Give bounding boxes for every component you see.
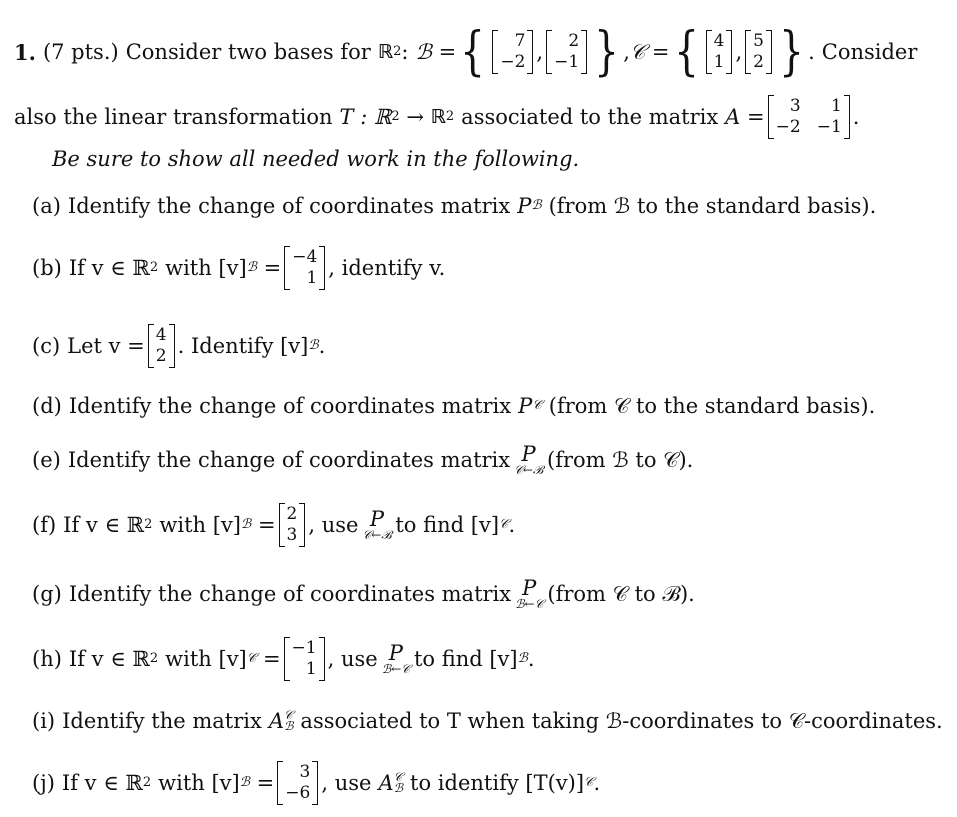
transformation-line: also the linear transformation T : ℝ 2 → ℝ 2 associated to the matrix A = 3 1 −2 −1 .: [14, 96, 860, 137]
part-b: (b) If v ∈ ℝ 2 with [v] ℬ = −4 1 , identify v.: [32, 247, 446, 288]
matrix-a-label: A: [725, 105, 741, 129]
right-brace-icon: }: [779, 22, 804, 82]
p-c-from-b: P 𝒞←ℬ: [514, 442, 543, 477]
part-b-vector: −4 1: [284, 246, 325, 290]
part-g: (g) Identify the change of coordinates matrix P ℬ←𝒞 (from 𝒞 to ℬ).: [32, 576, 695, 611]
instruction-text: Be sure to show all needed work in the following.: [52, 147, 580, 171]
problem-intro: Consider two bases for: [125, 40, 371, 64]
part-f: (f) If v ∈ ℝ 2 with [v] ℬ = 2 3 , use P 𝒞←ℬ to find [v] 𝒞 .: [32, 504, 516, 545]
part-e: (e) Identify the change of coordinates matrix P 𝒞←ℬ (from ℬ to 𝒞).: [32, 442, 694, 477]
right-brace-icon: }: [594, 22, 620, 82]
part-j-vector: 3 −6: [277, 761, 318, 805]
transformation-T: T : ℝ: [339, 105, 392, 129]
matrix-a: 3 1 −2 −1: [768, 95, 850, 139]
basis-b-label: ℬ: [415, 40, 432, 64]
part-f-vector: 2 3: [279, 503, 306, 547]
problem-points: (7 pts.): [42, 40, 119, 64]
problem-header-line: 1. (7 pts.) Consider two bases for ℝ 2 : ℬ = { 7 −2 , 2 −1 } , 𝒞 = { 4 1 , 5 2 } . Consider: [14, 22, 918, 82]
part-j: (j) If v ∈ ℝ 2 with [v] ℬ = 3 −6 , use A 𝒞 ℬ to identify [T(v)] 𝒞 .: [32, 762, 601, 803]
p-c-from-b: P 𝒞←ℬ: [362, 507, 392, 542]
problem-number: 1.: [14, 39, 36, 65]
basis-c-vector-2: 5 2: [745, 30, 772, 74]
part-a: (a) Identify the change of coordinates matrix P ℬ (from ℬ to the standard basis).: [32, 194, 877, 218]
p-b-from-c: P ℬ←𝒞: [381, 641, 410, 676]
part-c: (c) Let v = 4 2 . Identify [v] ℬ .: [32, 325, 326, 366]
part-i: (i) Identify the matrix A 𝒞 ℬ associated to T when taking ℬ-coordinates to 𝒞-coordinates.: [32, 708, 943, 733]
left-brace-icon: {: [673, 22, 699, 82]
basis-c-label: 𝒞: [629, 39, 646, 64]
basis-b-vector-2: 2 −1: [546, 30, 587, 74]
part-h-vector: −1 1: [284, 637, 325, 681]
r2-symbol: ℝ: [377, 41, 394, 63]
part-d: (d) Identify the change of coordinates matrix P 𝒞 (from 𝒞 to the standard basis).: [32, 393, 876, 418]
basis-c-vector-1: 4 1: [706, 30, 733, 74]
basis-b-vector-1: 7 −2: [492, 30, 533, 74]
p-b-from-c: P ℬ←𝒞: [515, 576, 544, 611]
left-brace-icon: {: [460, 22, 486, 82]
consider-word: Consider: [821, 40, 918, 64]
part-h: (h) If v ∈ ℝ 2 with [v] 𝒞 = −1 1 , use P ℬ←𝒞 to find [v] ℬ .: [32, 638, 535, 679]
part-c-vector: 4 2: [148, 324, 175, 368]
